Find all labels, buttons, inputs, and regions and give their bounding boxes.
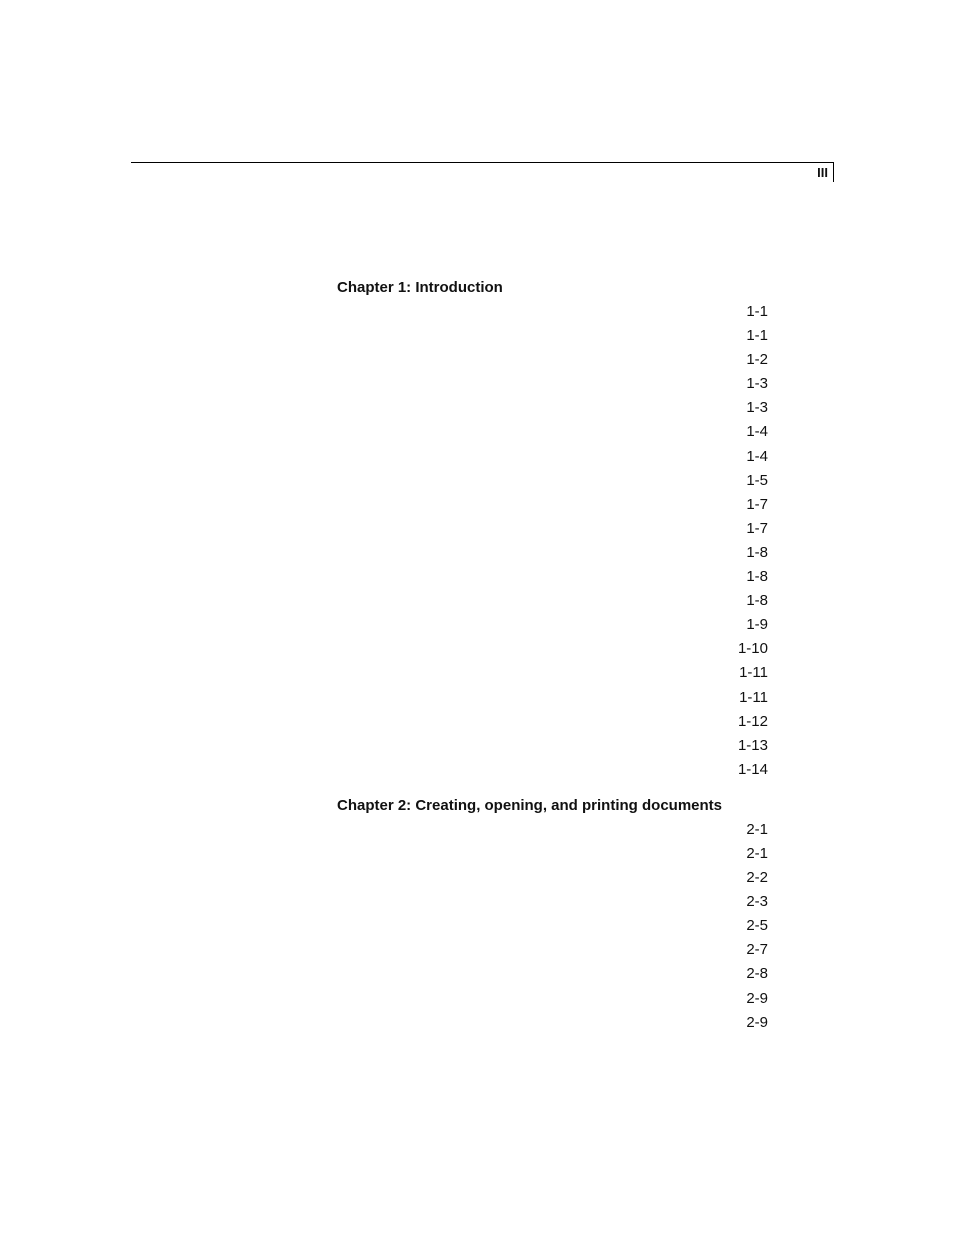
toc-entry-page-number[interactable]: 1-13 xyxy=(737,736,768,754)
toc-entry-page-number[interactable]: 1-10 xyxy=(737,640,768,658)
toc-entry-page-number[interactable]: 1-11 xyxy=(739,664,768,682)
toc-entry-page-number[interactable]: 2-1 xyxy=(746,820,768,838)
toc-entry-page-number[interactable]: 1-12 xyxy=(737,712,768,730)
page-number: III xyxy=(817,165,828,180)
toc-entry-page-number[interactable]: 1-8 xyxy=(746,543,768,561)
toc-entry-page-number[interactable]: 1-8 xyxy=(746,592,768,610)
toc-entry-page-number[interactable]: 2-1 xyxy=(746,844,768,862)
chapter-2-entries xyxy=(337,818,768,1035)
toc-entry-page-number[interactable]: 2-5 xyxy=(746,917,768,935)
toc-entry-page-number[interactable]: 1-3 xyxy=(746,375,768,393)
toc-entry-page-number[interactable]: 1-5 xyxy=(746,471,768,489)
toc-entry-page-number[interactable]: 1-4 xyxy=(746,447,768,465)
toc-entry-page-number[interactable]: 1-11 xyxy=(739,688,768,706)
chapter-2-section xyxy=(337,794,768,1035)
chapter-1-section xyxy=(337,276,768,782)
toc-entry-page-number[interactable]: 2-9 xyxy=(746,1013,768,1031)
toc-entry-page-number[interactable]: 1-7 xyxy=(746,495,768,513)
chapter-heading: Chapter 2: Creating, opening, and printing documents xyxy=(337,796,723,814)
toc-entry-page-number[interactable]: 1-3 xyxy=(746,399,768,417)
toc-entry-page-number[interactable]: 1-14 xyxy=(737,760,768,778)
toc-entry-page-number[interactable]: 1-8 xyxy=(746,568,768,586)
toc-entry-page-number[interactable]: 1-9 xyxy=(746,616,768,634)
toc-entry-page-number[interactable]: 1-1 xyxy=(746,327,768,345)
toc-entry-page-number[interactable]: 2-9 xyxy=(746,989,768,1007)
toc-entry-page-number[interactable]: 2-8 xyxy=(746,965,768,983)
header-rule-tick xyxy=(833,162,834,182)
toc-entry-page-number[interactable]: 1-7 xyxy=(746,519,768,537)
chapter-1-entries xyxy=(337,300,768,782)
table-of-contents xyxy=(337,276,768,1035)
toc-entry-page-number[interactable]: 1-1 xyxy=(746,303,768,320)
toc-entry-page-number[interactable]: 1-2 xyxy=(746,351,768,369)
toc-entry-page-number[interactable]: 2-7 xyxy=(746,941,768,959)
toc-entry-page-number[interactable]: 1-4 xyxy=(746,423,768,441)
header-rule xyxy=(131,162,834,163)
toc-entry-page-number[interactable]: 2-3 xyxy=(746,893,768,911)
chapter-heading: Chapter 1: Introduction xyxy=(337,279,503,296)
toc-entry-page-number[interactable]: 2-2 xyxy=(746,869,768,887)
